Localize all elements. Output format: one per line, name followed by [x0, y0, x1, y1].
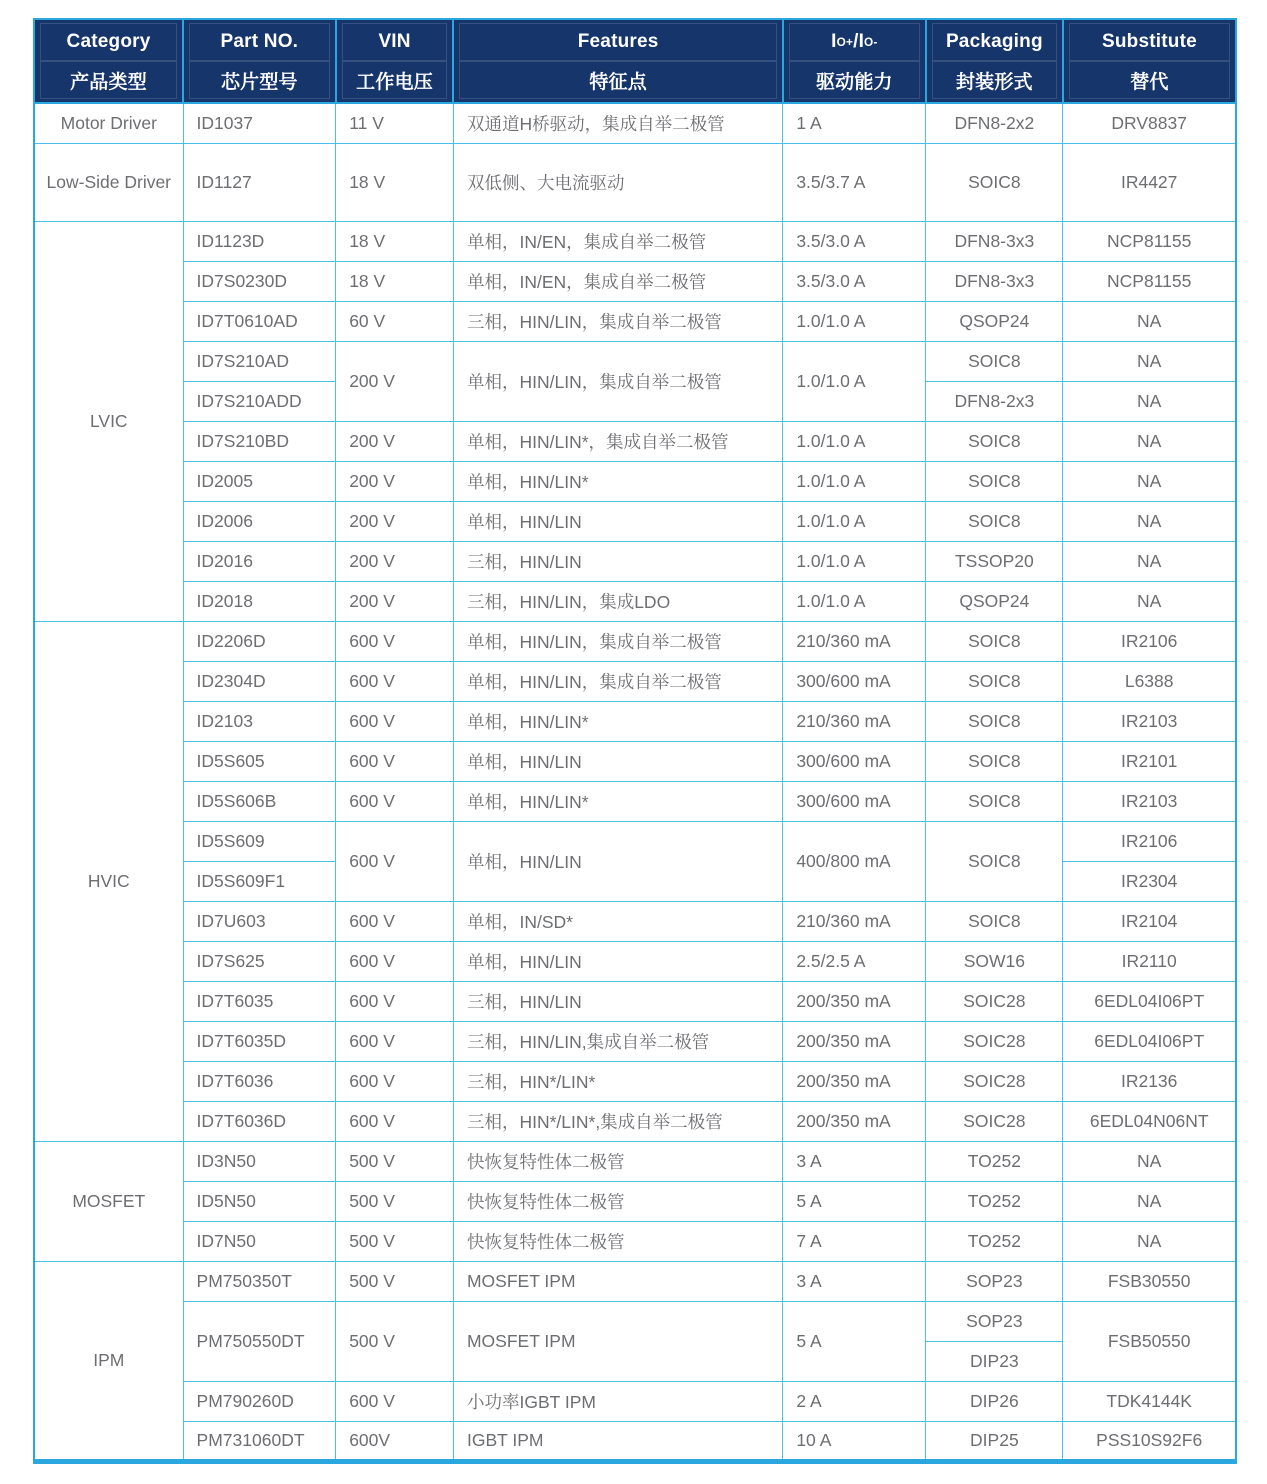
- cell-part: PM790260D: [183, 1381, 336, 1421]
- cell-substitute: NA: [1063, 501, 1236, 541]
- cell-packaging: DIP23: [926, 1341, 1063, 1381]
- table-row: [34, 143, 1236, 221]
- cell-part: ID1127: [183, 143, 336, 221]
- cell-part: ID7S210BD: [183, 421, 336, 461]
- cell-substitute: NCP81155: [1063, 221, 1236, 261]
- cell-vin: 600 V: [336, 781, 454, 821]
- table-row: [34, 821, 1236, 861]
- cell-part: ID3N50: [183, 1141, 336, 1181]
- cell-features: 单相，IN/EN，集成自举二极管: [453, 261, 782, 301]
- cell-io: 400/800 mA: [783, 821, 926, 901]
- cell-vin: 500 V: [336, 1181, 454, 1221]
- cell-substitute: IR2103: [1063, 781, 1236, 821]
- cell-substitute: IR2304: [1063, 861, 1236, 901]
- cell-features: 三相，HIN/LIN，集成LDO: [453, 581, 782, 621]
- cell-vin: 600V: [336, 1421, 454, 1461]
- cell-vin: 200 V: [336, 501, 454, 541]
- header-cell-category: [34, 19, 183, 103]
- cell-part: PM750550DT: [183, 1301, 336, 1381]
- cell-packaging: SOIC8: [926, 143, 1063, 221]
- header-features-en: Features: [459, 23, 776, 61]
- cell-part: ID7S0230D: [183, 261, 336, 301]
- header-cell-io: [783, 19, 926, 103]
- cell-vin: 200 V: [336, 581, 454, 621]
- cell-io: 1.0/1.0 A: [783, 541, 926, 581]
- cell-vin: 18 V: [336, 261, 454, 301]
- cell-vin: 500 V: [336, 1141, 454, 1181]
- cell-features: 双通道H桥驱动，集成自举二极管: [453, 103, 782, 143]
- header-category-en: Category: [40, 23, 177, 61]
- cell-io: 1.0/1.0 A: [783, 461, 926, 501]
- cell-packaging: SOIC28: [926, 1021, 1063, 1061]
- cell-features: IGBT IPM: [453, 1421, 782, 1461]
- cell-vin: 600 V: [336, 621, 454, 661]
- cell-substitute: FSB30550: [1063, 1261, 1236, 1301]
- cell-packaging: TO252: [926, 1141, 1063, 1181]
- cell-features: 三相，HIN*/LIN*,集成自举二极管: [453, 1101, 782, 1141]
- cell-substitute: NA: [1063, 341, 1236, 381]
- cell-packaging: SOIC8: [926, 461, 1063, 501]
- cell-io: 1.0/1.0 A: [783, 341, 926, 421]
- cell-part: ID7N50: [183, 1221, 336, 1261]
- cell-features: 单相，IN/EN，集成自举二极管: [453, 221, 782, 261]
- table-row: [34, 501, 1236, 541]
- cell-features: MOSFET IPM: [453, 1261, 782, 1301]
- table-row: [34, 1421, 1236, 1461]
- cell-features: MOSFET IPM: [453, 1301, 782, 1381]
- header-packaging-en: Packaging: [932, 23, 1057, 61]
- cell-part: ID7S210ADD: [183, 381, 336, 421]
- cell-io: 1 A: [783, 103, 926, 143]
- cell-category: Low-Side Driver: [34, 143, 183, 221]
- cell-packaging: DIP25: [926, 1421, 1063, 1461]
- cell-substitute: IR2104: [1063, 901, 1236, 941]
- table-row: [34, 701, 1236, 741]
- cell-packaging: TSSOP20: [926, 541, 1063, 581]
- cell-vin: 600 V: [336, 1061, 454, 1101]
- cell-packaging: SOIC28: [926, 1101, 1063, 1141]
- cell-features: 三相，HIN/LIN: [453, 541, 782, 581]
- cell-part: PM731060DT: [183, 1421, 336, 1461]
- table-row: [34, 981, 1236, 1021]
- cell-packaging: QSOP24: [926, 301, 1063, 341]
- cell-features: 单相，IN/SD*: [453, 901, 782, 941]
- cell-io: 3 A: [783, 1141, 926, 1181]
- cell-features: 三相，HIN/LIN,集成自举二极管: [453, 1021, 782, 1061]
- cell-substitute: TDK4144K: [1063, 1381, 1236, 1421]
- cell-vin: 500 V: [336, 1261, 454, 1301]
- cell-packaging: DFN8-3x3: [926, 261, 1063, 301]
- cell-features: 单相，HIN/LIN: [453, 821, 782, 901]
- cell-io: 200/350 mA: [783, 981, 926, 1021]
- cell-vin: 500 V: [336, 1301, 454, 1381]
- cell-io: 10 A: [783, 1421, 926, 1461]
- header-io-zh: 驱动能力: [789, 61, 920, 99]
- cell-part: ID5N50: [183, 1181, 336, 1221]
- cell-substitute: NA: [1063, 1141, 1236, 1181]
- cell-io: 210/360 mA: [783, 701, 926, 741]
- header-part-zh: 芯片型号: [189, 61, 330, 99]
- cell-packaging: DFN8-2x2: [926, 103, 1063, 143]
- cell-part: ID5S609: [183, 821, 336, 861]
- cell-part: PM750350T: [183, 1261, 336, 1301]
- cell-part: ID2103: [183, 701, 336, 741]
- table-row: [34, 221, 1236, 261]
- cell-io: 7 A: [783, 1221, 926, 1261]
- cell-vin: 11 V: [336, 103, 454, 143]
- table-row: [34, 1061, 1236, 1101]
- cell-substitute: IR2136: [1063, 1061, 1236, 1101]
- table-row: [34, 621, 1236, 661]
- cell-packaging: TO252: [926, 1221, 1063, 1261]
- cell-part: ID1123D: [183, 221, 336, 261]
- cell-features: 单相，HIN/LIN*，集成自举二极管: [453, 421, 782, 461]
- header-features-zh: 特征点: [459, 61, 776, 99]
- cell-part: ID7T6035D: [183, 1021, 336, 1061]
- cell-substitute: NA: [1063, 301, 1236, 341]
- cell-substitute: NA: [1063, 581, 1236, 621]
- cell-io: 210/360 mA: [783, 901, 926, 941]
- table-row: [34, 741, 1236, 781]
- cell-features: 单相，HIN/LIN，集成自举二极管: [453, 661, 782, 701]
- cell-packaging: SOIC8: [926, 661, 1063, 701]
- table-row: [34, 261, 1236, 301]
- cell-part: ID5S606B: [183, 781, 336, 821]
- cell-features: 单相，HIN/LIN，集成自举二极管: [453, 621, 782, 661]
- cell-substitute: NA: [1063, 541, 1236, 581]
- cell-part: ID1037: [183, 103, 336, 143]
- cell-part: ID7S625: [183, 941, 336, 981]
- cell-vin: 600 V: [336, 701, 454, 741]
- cell-packaging: DIP26: [926, 1381, 1063, 1421]
- cell-features: 三相，HIN/LIN，集成自举二极管: [453, 301, 782, 341]
- table-row: [34, 421, 1236, 461]
- cell-io: 3.5/3.7 A: [783, 143, 926, 221]
- cell-features: 双低侧、大电流驱动: [453, 143, 782, 221]
- io-sub1: O+: [836, 35, 854, 49]
- cell-vin: 18 V: [336, 221, 454, 261]
- cell-io: 5 A: [783, 1301, 926, 1381]
- cell-substitute: IR4427: [1063, 143, 1236, 221]
- cell-part: ID7U603: [183, 901, 336, 941]
- table-row: [34, 1381, 1236, 1421]
- cell-part: ID7T6036D: [183, 1101, 336, 1141]
- cell-category: Motor Driver: [34, 103, 183, 143]
- header-cell-part: [183, 19, 336, 103]
- cell-io: 1.0/1.0 A: [783, 581, 926, 621]
- cell-packaging: SOIC28: [926, 981, 1063, 1021]
- cell-vin: 18 V: [336, 143, 454, 221]
- cell-vin: 600 V: [336, 901, 454, 941]
- cell-substitute: IR2106: [1063, 821, 1236, 861]
- cell-packaging: SOIC8: [926, 781, 1063, 821]
- cell-vin: 600 V: [336, 741, 454, 781]
- cell-packaging: SOIC8: [926, 701, 1063, 741]
- header-cell-substitute: [1063, 19, 1236, 103]
- cell-part: ID2304D: [183, 661, 336, 701]
- cell-io: 300/600 mA: [783, 661, 926, 701]
- header-vin-zh: 工作电压: [342, 61, 448, 99]
- cell-io: 210/360 mA: [783, 621, 926, 661]
- cell-part: ID2006: [183, 501, 336, 541]
- cell-io: 1.0/1.0 A: [783, 501, 926, 541]
- cell-substitute: NA: [1063, 1181, 1236, 1221]
- cell-category: HVIC: [34, 621, 183, 1141]
- cell-substitute: L6388: [1063, 661, 1236, 701]
- cell-substitute: NA: [1063, 381, 1236, 421]
- cell-vin: 600 V: [336, 661, 454, 701]
- cell-substitute: DRV8837: [1063, 103, 1236, 143]
- table-row: [34, 1301, 1236, 1341]
- cell-io: 3.5/3.0 A: [783, 221, 926, 261]
- cell-io: 200/350 mA: [783, 1061, 926, 1101]
- table-row: [34, 1021, 1236, 1061]
- table-row: [34, 341, 1236, 381]
- cell-substitute: NCP81155: [1063, 261, 1236, 301]
- cell-part: ID2016: [183, 541, 336, 581]
- cell-part: ID7T0610AD: [183, 301, 336, 341]
- cell-vin: 600 V: [336, 1021, 454, 1061]
- table-row: [34, 781, 1236, 821]
- cell-packaging: SOIC8: [926, 821, 1063, 901]
- cell-category: LVIC: [34, 221, 183, 621]
- cell-vin: 200 V: [336, 341, 454, 421]
- cell-vin: 600 V: [336, 1381, 454, 1421]
- cell-substitute: NA: [1063, 461, 1236, 501]
- table-row: [34, 661, 1236, 701]
- cell-vin: 600 V: [336, 821, 454, 901]
- header-category-zh: 产品类型: [40, 61, 177, 99]
- table-row: [34, 941, 1236, 981]
- cell-io: 200/350 mA: [783, 1021, 926, 1061]
- cell-substitute: 6EDL04I06PT: [1063, 981, 1236, 1021]
- cell-features: 单相，HIN/LIN*: [453, 701, 782, 741]
- header-cell-packaging: [926, 19, 1063, 103]
- cell-substitute: PSS10S92F6: [1063, 1421, 1236, 1461]
- cell-category: MOSFET: [34, 1141, 183, 1261]
- cell-packaging: SOP23: [926, 1301, 1063, 1341]
- cell-part: ID2005: [183, 461, 336, 501]
- cell-packaging: SOW16: [926, 941, 1063, 981]
- cell-packaging: SOP23: [926, 1261, 1063, 1301]
- table-row: [34, 1181, 1236, 1221]
- table-header: [34, 19, 1236, 103]
- cell-part: ID7T6035: [183, 981, 336, 1021]
- cell-category: IPM: [34, 1261, 183, 1461]
- table-row: [34, 1261, 1236, 1301]
- cell-part: ID2206D: [183, 621, 336, 661]
- cell-packaging: SOIC8: [926, 741, 1063, 781]
- cell-substitute: 6EDL04I06PT: [1063, 1021, 1236, 1061]
- cell-part: ID5S605: [183, 741, 336, 781]
- cell-substitute: IR2101: [1063, 741, 1236, 781]
- cell-substitute: NA: [1063, 1221, 1236, 1261]
- table-row: [34, 301, 1236, 341]
- cell-io: 2 A: [783, 1381, 926, 1421]
- io-base2: I: [858, 31, 865, 52]
- io-base1: I: [831, 31, 837, 52]
- cell-io: 300/600 mA: [783, 781, 926, 821]
- cell-packaging: SOIC8: [926, 501, 1063, 541]
- cell-packaging: DFN8-3x3: [926, 221, 1063, 261]
- cell-vin: 500 V: [336, 1221, 454, 1261]
- header-substitute-zh: 替代: [1069, 61, 1230, 99]
- cell-features: 小功率IGBT IPM: [453, 1381, 782, 1421]
- table-row: [34, 581, 1236, 621]
- cell-substitute: FSB50550: [1063, 1301, 1236, 1381]
- product-table: [33, 18, 1237, 1464]
- cell-features: 单相，HIN/LIN，集成自举二极管: [453, 341, 782, 421]
- cell-features: 快恢复特性体二极管: [453, 1221, 782, 1261]
- cell-features: 单相，HIN/LIN: [453, 941, 782, 981]
- table-row: [34, 541, 1236, 581]
- cell-part: ID2018: [183, 581, 336, 621]
- cell-io: 5 A: [783, 1181, 926, 1221]
- cell-features: 三相，HIN*/LIN*: [453, 1061, 782, 1101]
- io-sep: /: [853, 31, 859, 52]
- cell-vin: 600 V: [336, 981, 454, 1021]
- cell-packaging: TO252: [926, 1181, 1063, 1221]
- cell-part: ID7S210AD: [183, 341, 336, 381]
- header-cell-vin: [336, 19, 454, 103]
- cell-packaging: SOIC28: [926, 1061, 1063, 1101]
- table-row: [34, 1101, 1236, 1141]
- table-row: [34, 461, 1236, 501]
- cell-features: 单相，HIN/LIN: [453, 741, 782, 781]
- cell-substitute: IR2106: [1063, 621, 1236, 661]
- header-cell-features: [453, 19, 782, 103]
- cell-vin: 60 V: [336, 301, 454, 341]
- cell-io: 2.5/2.5 A: [783, 941, 926, 981]
- cell-vin: 200 V: [336, 541, 454, 581]
- cell-vin: 200 V: [336, 461, 454, 501]
- header-io-en: [789, 23, 920, 61]
- io-sub2: O-: [864, 35, 878, 49]
- header-substitute-en: Substitute: [1069, 23, 1230, 61]
- table-row: [34, 103, 1236, 143]
- cell-features: 三相，HIN/LIN: [453, 981, 782, 1021]
- cell-packaging: DFN8-2x3: [926, 381, 1063, 421]
- cell-features: 快恢复特性体二极管: [453, 1181, 782, 1221]
- cell-io: 200/350 mA: [783, 1101, 926, 1141]
- table-row: [34, 901, 1236, 941]
- cell-io: 3.5/3.0 A: [783, 261, 926, 301]
- cell-substitute: 6EDL04N06NT: [1063, 1101, 1236, 1141]
- cell-substitute: NA: [1063, 421, 1236, 461]
- cell-vin: 600 V: [336, 1101, 454, 1141]
- cell-features: 单相，HIN/LIN*: [453, 781, 782, 821]
- table-row: [34, 1221, 1236, 1261]
- cell-io: 3 A: [783, 1261, 926, 1301]
- cell-packaging: QSOP24: [926, 581, 1063, 621]
- cell-packaging: SOIC8: [926, 341, 1063, 381]
- header-row: [34, 19, 1236, 103]
- table-row: [34, 1141, 1236, 1181]
- header-vin-en: VIN: [342, 23, 448, 61]
- cell-io: 1.0/1.0 A: [783, 301, 926, 341]
- header-packaging-zh: 封装形式: [932, 61, 1057, 99]
- cell-features: 单相，HIN/LIN*: [453, 461, 782, 501]
- cell-io: 300/600 mA: [783, 741, 926, 781]
- cell-part: ID7T6036: [183, 1061, 336, 1101]
- cell-vin: 200 V: [336, 421, 454, 461]
- cell-part: ID5S609F1: [183, 861, 336, 901]
- cell-features: 快恢复特性体二极管: [453, 1141, 782, 1181]
- cell-substitute: IR2103: [1063, 701, 1236, 741]
- cell-packaging: SOIC8: [926, 421, 1063, 461]
- cell-io: 1.0/1.0 A: [783, 421, 926, 461]
- header-part-en: Part NO.: [189, 23, 330, 61]
- cell-packaging: SOIC8: [926, 901, 1063, 941]
- cell-substitute: IR2110: [1063, 941, 1236, 981]
- cell-vin: 600 V: [336, 941, 454, 981]
- cell-features: 单相，HIN/LIN: [453, 501, 782, 541]
- cell-packaging: SOIC8: [926, 621, 1063, 661]
